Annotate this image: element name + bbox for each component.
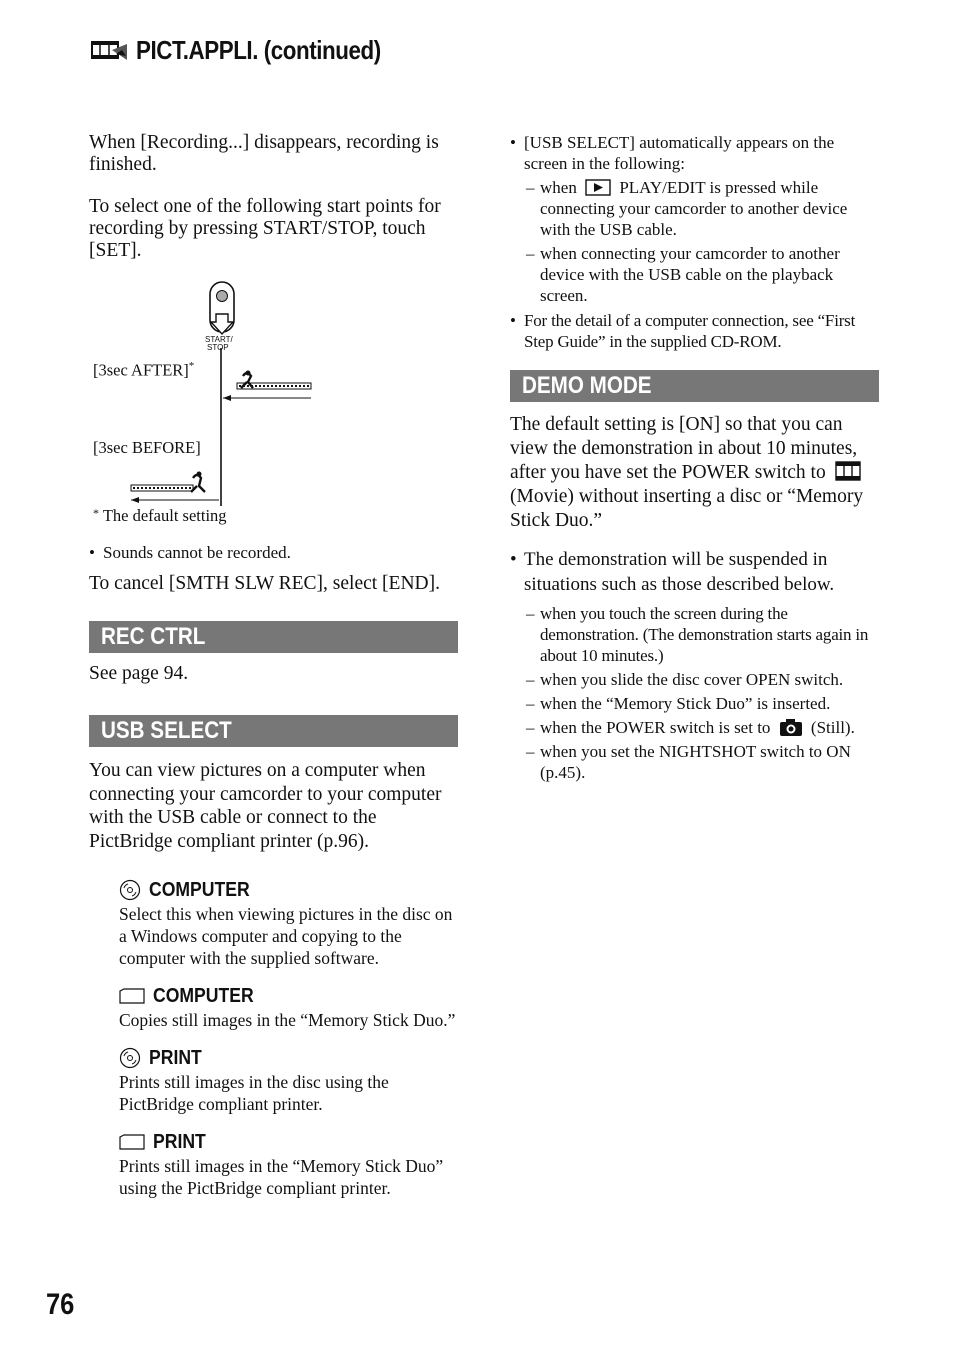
usb-option-desc: Prints still images in the disc using the PictBridge compliant printer. bbox=[119, 1072, 389, 1114]
start-stop-button-icon bbox=[210, 282, 234, 334]
usb-select-heading-bar bbox=[89, 715, 458, 747]
page-title: PICT.APPLI. (continued) bbox=[136, 34, 381, 65]
play-icon bbox=[585, 179, 611, 196]
demo-mode-heading-bar bbox=[510, 370, 879, 402]
before-recording-graphic bbox=[131, 472, 219, 504]
disc-icon bbox=[119, 1047, 141, 1069]
film-reel-icon bbox=[90, 36, 130, 64]
right-column bbox=[510, 132, 880, 783]
start-stop-label-1: START/ bbox=[205, 335, 233, 344]
diagram-footnote: * The default setting bbox=[93, 506, 227, 525]
bullet-usb-auto: • [USB SELECT] automatically appears on the screen in the following: bbox=[510, 133, 835, 173]
dash-usb-auto-2: – when connecting your camcorder to another device with the USB cable on the playback screen. bbox=[526, 244, 840, 305]
bullet-demo-suspended: • The demonstration will be suspended in situations such as those described below. bbox=[510, 549, 835, 595]
usb-option-title: COMPUTER bbox=[153, 984, 254, 1007]
after-label: [3sec AFTER]* bbox=[93, 360, 195, 380]
paragraph-start-points: To select one of the following start points for recording by pressing START/STOP, touch [SET]. bbox=[89, 196, 441, 261]
dash-usb-auto-1: – when PLAY/EDIT is pressed while connecting your camcorder to another device with the USB cable. bbox=[526, 178, 848, 239]
dash-demo-2: – when you slide the disc cover OPEN switch. bbox=[526, 670, 844, 689]
usb-option-disc-print bbox=[119, 1045, 459, 1115]
movie-icon bbox=[835, 461, 861, 481]
rec-ctrl-heading-bar bbox=[89, 621, 458, 653]
demo-mode-heading: DEMO MODE bbox=[522, 372, 652, 399]
rec-ctrl-text: See page 94. bbox=[89, 663, 189, 684]
usb-option-title: PRINT bbox=[149, 1046, 202, 1069]
usb-option-title: COMPUTER bbox=[149, 878, 250, 901]
usb-option-desc: Prints still images in the “Memory Stick Duo” using the PictBridge compliant printer. bbox=[119, 1156, 444, 1198]
usb-option-memory-print bbox=[119, 1129, 459, 1199]
usb-options-list bbox=[89, 877, 459, 1199]
dash-demo-3: – when the “Memory Stick Duo” is inserted. bbox=[526, 694, 831, 713]
cancel-instruction: To cancel [SMTH SLW REC], select [END]. bbox=[89, 573, 440, 594]
usb-option-memory-computer bbox=[119, 983, 459, 1031]
bullet-sounds: • Sounds cannot be recorded. bbox=[89, 543, 291, 562]
camera-icon bbox=[779, 718, 803, 737]
start-stop-label-2: STOP bbox=[207, 343, 229, 352]
disc-icon bbox=[119, 879, 141, 901]
page-number: 76 bbox=[46, 1288, 75, 1321]
timeline-graphic bbox=[89, 280, 459, 538]
bullet-detail: • For the detail of a computer connection, see “First Step Guide” in the supplied CD-ROM. bbox=[510, 311, 856, 351]
memory-stick-icon bbox=[119, 1134, 145, 1150]
usb-option-desc: Copies still images in the “Memory Stick Duo.” bbox=[119, 1010, 456, 1030]
dash-demo-5: – when you set the NIGHTSHOT switch to ON (p.45). bbox=[526, 742, 851, 782]
rec-ctrl-heading: REC CTRL bbox=[101, 623, 206, 650]
page-header bbox=[90, 34, 421, 66]
dash-demo-1: – when you touch the screen during the demonstration. (The demonstration starts again in about 10 minutes.) bbox=[526, 604, 869, 665]
usb-select-text: You can view pictures on a computer when connecting your camcorder to your computer with the USB cable or connect to the PictBridge compliant printer (p.96). bbox=[89, 760, 442, 852]
after-recording-graphic bbox=[223, 371, 311, 402]
left-column bbox=[89, 132, 459, 1199]
start-point-diagram bbox=[89, 280, 459, 538]
usb-option-desc: Select this when viewing pictures in the disc on a Windows computer and copying to the computer with the supplied software. bbox=[119, 904, 453, 968]
memory-stick-icon bbox=[119, 988, 145, 1004]
paragraph-recording-finished: When [Recording...] disappears, recording is finished. bbox=[89, 132, 439, 175]
dash-demo-4: – when the POWER switch is set to (Still). bbox=[526, 718, 855, 737]
usb-option-disc-computer bbox=[119, 877, 459, 969]
usb-option-title: PRINT bbox=[153, 1130, 206, 1153]
demo-mode-text: The default setting is [ON] so that you can view the demonstration in about 10 minutes, after you have set the POWER switch to (Movie) without inserting a disc or “Memory Stick Duo.” bbox=[510, 414, 864, 531]
before-label: [3sec BEFORE] bbox=[93, 438, 201, 457]
usb-select-heading: USB SELECT bbox=[101, 717, 232, 744]
